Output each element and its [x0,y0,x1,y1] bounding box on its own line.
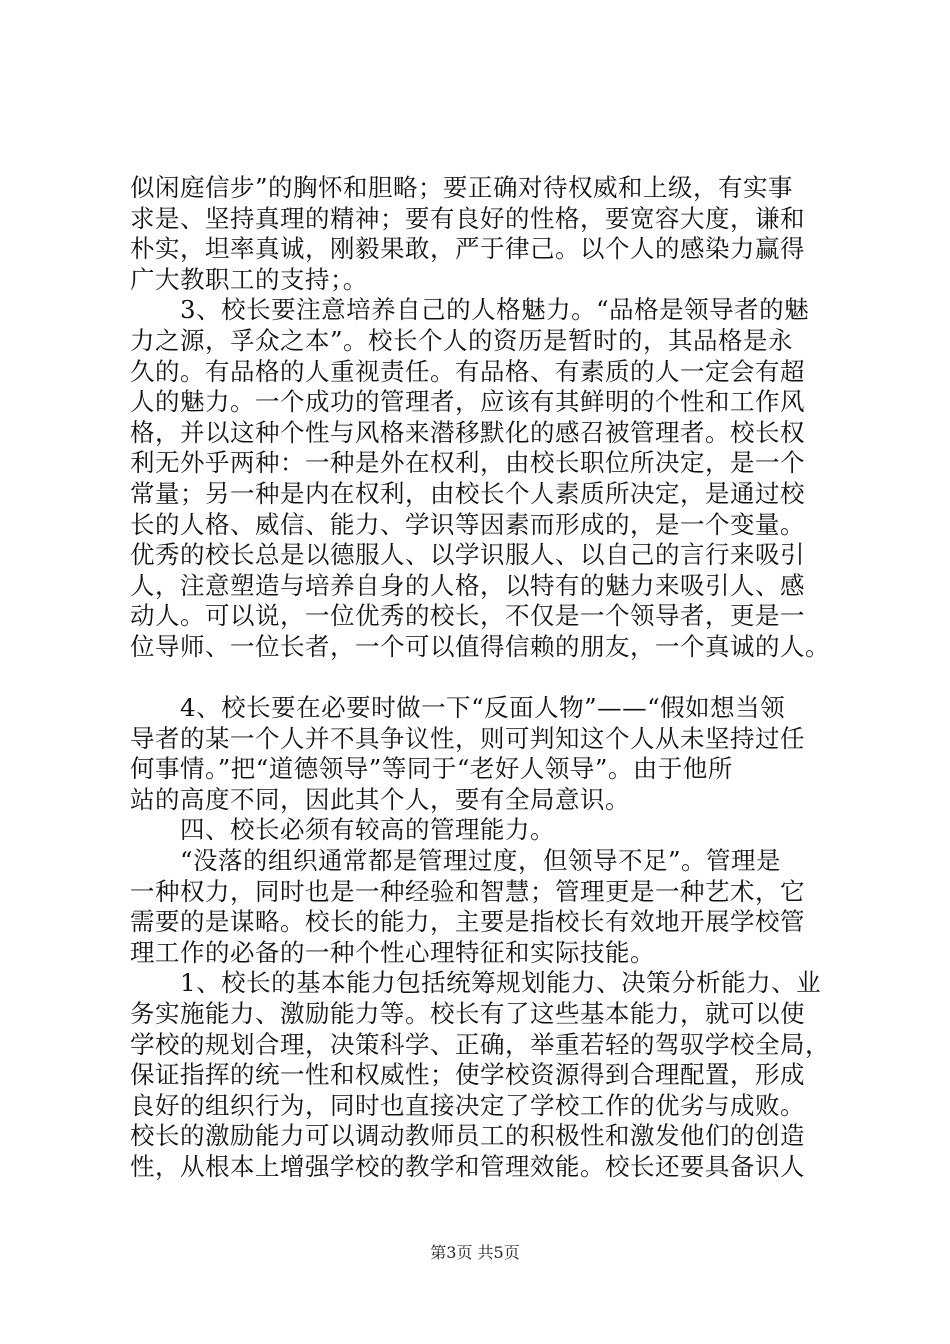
text-line: 人的魅力。一个成功的管理者，应该有其鲜明的个性和工作风 [130,387,805,417]
text-line: 校长的激励能力可以调动教师员工的积极性和激发他们的创造 [130,1121,805,1151]
text-line: 位导师、一位长者，一个可以值得信赖的朋友，一个真诚的人。 [130,631,830,661]
text-line: 1、校长的基本能力包括统筹规划能力、决策分析能力、业 [130,968,822,998]
text-line: 利无外乎两种：一种是外在权利，由校长职位所决定，是一个 [130,448,805,478]
text-line: 广大教职工的支持；。 [130,264,368,294]
text-line: 4、校长要在必要时做一下“反面人物”——“假如想当领 [130,693,786,723]
text-line: 3、校长要注意培养自己的人格魅力。“品格是领导者的魅 [130,295,810,325]
text-line: 似闲庭信步”的胸怀和胆略；要正确对待权威和上级，有实事 [130,173,794,202]
text-line: 力之源，孚众之本”。校长个人的资历是暂时的，其品格是永 [130,325,794,355]
text-line: 站的高度不同，因此其个人，要有全局意识。 [130,784,630,814]
text-line: 理工作的必备的一种个性心理特征和实际技能。 [130,937,655,967]
text-line: 四、校长必须有较高的管理能力。 [130,815,555,845]
text-line: 何事情。”把“道德领导”等同于“老好人领导”。由于他所 [130,754,733,784]
text-line: 一种权力，同时也是一种经验和智慧；管理更是一种艺术，它 [130,876,805,906]
page-footer: 第3页 共5页 [430,1243,520,1262]
text-line: 动人。可以说，一位优秀的校长，不仅是一个领导者，更是一 [130,601,805,631]
text-line: 需要的是谋略。校长的能力，主要是指校长有效地开展学校管 [130,907,805,937]
text-line: 务实施能力、激励能力等。校长有了这些基本能力，就可以使 [130,999,805,1029]
text-line: 保证指挥的统一性和权威性；使学校资源得到合理配置，形成 [130,1060,805,1090]
text-line: 导者的某一个人并不具争议性，则可判知这个人从未坚持过任 [130,723,805,753]
blank-line [130,663,830,694]
text-line: 求是、坚持真理的精神；要有良好的性格，要宽容大度，谦和 [130,203,805,233]
text-line: 良好的组织行为，同时也直接决定了学校工作的优劣与成败。 [130,1090,805,1120]
text-line: 优秀的校长总是以德服人、以学识服人、以自己的言行来吸引 [130,540,805,570]
document-body [130,173,830,1183]
text-line: 朴实，坦率真诚，刚毅果敢，严于律己。以个人的感染力赢得 [130,234,805,264]
text-line: 人，注意塑造与培养自身的人格，以特有的魅力来吸引人、感 [130,570,805,600]
text-line: 久的。有品格的人重视责任。有品格、有素质的人一定会有超 [130,356,805,386]
text-line: 学校的规划合理，决策科学、正确，举重若轻的驾驭学校全局， [130,1029,830,1059]
text-line: 格，并以这种个性与风格来潜移默化的感召被管理者。校长权 [130,417,805,447]
text-line: “没落的组织通常都是管理过度，但领导不足”。管理是 [130,846,782,876]
text-line: 长的人格、威信、能力、学识等因素而形成的，是一个变量。 [130,509,805,539]
text-line: 常量；另一种是内在权利，由校长个人素质所决定，是通过校 [130,478,805,508]
text-line: 性，从根本上增强学校的教学和管理效能。校长还要具备识人 [130,1152,805,1181]
